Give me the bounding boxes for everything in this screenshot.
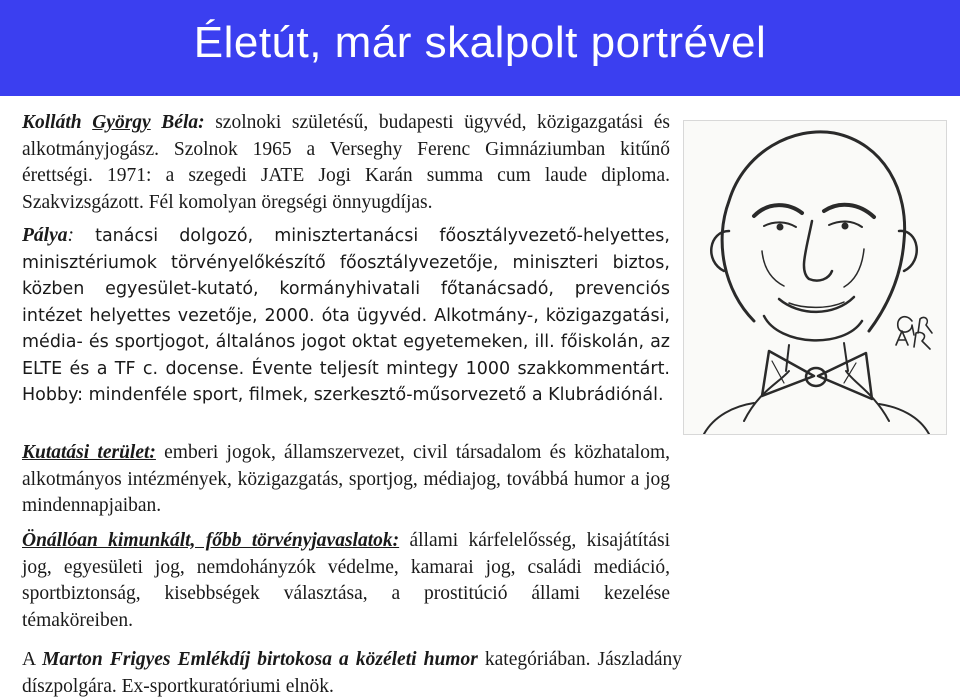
career-text: tanácsi dolgozó, minisztertanácsi főosztályvezető-helyettes, minisztériumok törvényelőkészítő főosztályvezetője, miniszteri biztos, közben egyesület-kutató, kormányhivatali főtanácsadó, prevenciós intézet helyettes vezetője, 2000. óta ügyvéd. Alkotmány-, közigazgatási, média- és sportjogot, általános jogot oktat egyetemeken, ill. főiskolán, az ELTE és a TF c. docense. Évente teljesít mintegy 1000 szakkommentárt. Hobby: mindenféle sport, filmek, szerkesztő-műsorvezető a Klubrádiónál.: [22, 226, 670, 405]
page-title: Életút, már skalpolt portrével: [193, 18, 767, 67]
award-name: Marton Frigyes Emlékdíj birtokosa a közéleti humor: [42, 649, 478, 670]
award-text: kategóriában. Jászladány díszpolgára. Ex-sportkuratóriumi elnök.: [22, 649, 682, 697]
career-colon: :: [67, 225, 74, 246]
career-paragraph: [22, 223, 670, 409]
person-name-last: Béla:: [150, 112, 205, 133]
proposals-text: állami kárfelelősség, kisajátítási jog, egyesületi jog, nemdohányzók védelme, kamarai jog, családi mediáció, sportbiztonság, kisebbségek választása, a prostitúció állami kezelése témaköreiben.: [22, 530, 670, 631]
caricature-portrait-icon: [684, 121, 946, 434]
person-name-middle: György: [92, 112, 151, 133]
proposals-paragraph: [22, 528, 670, 634]
bio-intro-text: szolnoki születésű, budapesti ügyvéd, közigazgatási és alkotmányjogász. Szolnok 1965 a Verseghy Ferenc Gimnáziumban kitűnő érettségi. 1971: a szegedi JATE Jogi Karán summa cum laude diploma. Szakvizsgázott. Fél komolyan öregségi önnyugdíjas.: [22, 112, 670, 213]
person-name-first: Kolláth: [22, 112, 93, 133]
bio-intro-paragraph: [22, 110, 670, 216]
award-paragraph: [22, 647, 682, 700]
research-text: emberi jogok, államszervezet, civil társadalom és közhatalom, alkotmányos intézmények, közigazgatás, sportjog, médiajog, továbbá humor a jog mindennapjaiban.: [22, 442, 670, 516]
career-label: Pálya: [22, 225, 68, 246]
research-label: Kutatási terület:: [22, 442, 156, 463]
caricature-portrait: [683, 120, 947, 435]
title-bar: [0, 0, 960, 96]
research-paragraph: [22, 440, 670, 520]
proposals-label: Önállóan kimunkált, főbb törvényjavaslatok:: [22, 530, 400, 551]
award-prefix: A: [22, 649, 43, 670]
